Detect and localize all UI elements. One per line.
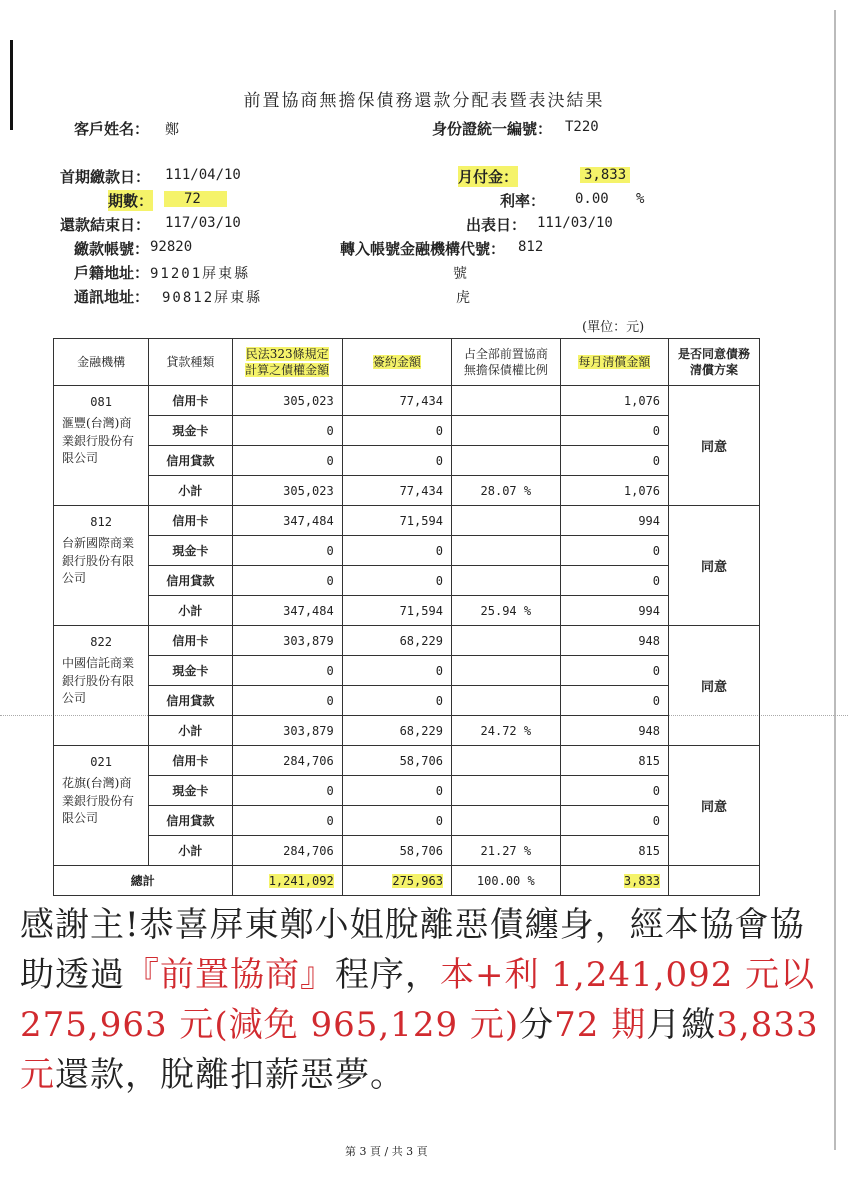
mail-address-value: 90812屏東縣	[162, 290, 263, 306]
periods-value: 72	[164, 191, 227, 207]
ratio	[451, 656, 560, 686]
monthly-amount: 0	[560, 566, 668, 596]
periods-label: 期數：	[108, 192, 154, 210]
ratio	[451, 536, 560, 566]
message-highlight-periods: 72 期	[554, 1005, 647, 1045]
ratio	[451, 686, 560, 716]
ratio	[451, 416, 560, 446]
col-header-claim: 民法323條規定計算之債權金額	[245, 346, 330, 377]
contract-amount: 58,706	[342, 746, 451, 776]
claim-amount: 0	[232, 416, 342, 446]
claim-amount: 0	[232, 776, 342, 806]
issue-date-label: 出表日：	[466, 216, 527, 234]
monthly-amount: 0	[560, 446, 668, 476]
ratio	[451, 566, 560, 596]
household-address-tail: 號	[453, 266, 467, 282]
table-row	[54, 656, 760, 686]
agree-status: 同意	[669, 626, 760, 746]
household-address-label: 戶籍地址：	[74, 264, 150, 282]
bank-code-label: 轉入帳號金融機構代號：	[340, 240, 506, 258]
total-label: 總計	[54, 866, 233, 896]
bank-code: 081	[90, 395, 112, 409]
bank-name: 花旗(台灣)商業銀行股份有限公司	[62, 776, 135, 826]
col-header-monthly: 每月清償金額	[578, 354, 651, 369]
claim-amount: 0	[232, 566, 342, 596]
bank-name: 中國信託商業銀行股份有限公司	[62, 656, 135, 706]
congrats-message	[20, 900, 828, 1100]
contract-amount: 0	[342, 446, 451, 476]
message-highlight-program: 『前置協商』	[125, 955, 335, 995]
table-body	[54, 386, 760, 896]
contract-amount: 0	[342, 656, 451, 686]
col-header-loan-type: 貸款種類	[149, 339, 232, 386]
rate-label: 利率：	[500, 192, 546, 210]
contract-amount: 0	[342, 686, 451, 716]
ratio	[451, 806, 560, 836]
rate-value: 0.00	[575, 191, 609, 207]
unit-note: (單位：元)	[582, 320, 645, 335]
contract-amount: 0	[342, 536, 451, 566]
total-ratio: 100.00 %	[476, 873, 535, 888]
loan-type: 信用卡	[149, 626, 232, 656]
bank-cell	[54, 746, 149, 866]
message-part-9: 還款，脫離扣薪惡夢。	[55, 1055, 405, 1095]
total-contract: 275,963	[392, 873, 443, 888]
mail-address-tail: 虎	[456, 290, 470, 306]
monthly-label: 月付金：	[458, 168, 519, 186]
contract-amount: 58,706	[342, 836, 451, 866]
monthly-amount: 948	[560, 626, 668, 656]
message-part-7: 月繳	[646, 1005, 717, 1045]
table-row	[54, 476, 760, 506]
contract-amount: 68,229	[342, 626, 451, 656]
loan-type: 信用卡	[149, 386, 232, 416]
bank-code: 822	[90, 635, 112, 649]
total-monthly: 3,833	[623, 873, 661, 888]
rate-unit: %	[636, 191, 645, 207]
claim-amount: 0	[232, 806, 342, 836]
monthly-amount: 0	[560, 776, 668, 806]
contract-amount: 0	[342, 776, 451, 806]
contract-amount: 0	[342, 806, 451, 836]
table-row	[54, 746, 760, 776]
table-row	[54, 686, 760, 716]
monthly-amount: 815	[560, 836, 668, 866]
scan-margin-mark	[10, 40, 13, 130]
table-row	[54, 386, 760, 416]
table-row	[54, 566, 760, 596]
loan-type: 信用卡	[149, 506, 232, 536]
repayment-table	[53, 338, 760, 896]
claim-amount: 305,023	[232, 476, 342, 506]
bank-cell	[54, 386, 149, 506]
household-address-value: 91201屏東縣	[150, 266, 251, 282]
table-row	[54, 506, 760, 536]
end-date-label: 還款結束日：	[60, 216, 151, 234]
loan-type: 小計	[149, 836, 232, 866]
table-row	[54, 596, 760, 626]
id-value: T220	[565, 119, 599, 135]
col-header-bank: 金融機構	[54, 339, 149, 386]
page-number: 第 3 頁 / 共 3 頁	[345, 1145, 428, 1158]
ratio	[451, 446, 560, 476]
bank-name: 滙豐(台灣)商業銀行股份有限公司	[62, 416, 135, 466]
loan-type: 信用貸款	[149, 446, 232, 476]
contract-amount: 68,229	[342, 716, 451, 746]
ratio: 28.07 %	[451, 476, 560, 506]
id-label: 身份證統一編號：	[432, 120, 553, 138]
claim-amount: 303,879	[232, 626, 342, 656]
bank-name: 台新國際商業銀行股份有限公司	[62, 536, 135, 586]
ratio: 21.27 %	[451, 836, 560, 866]
claim-amount: 347,484	[232, 596, 342, 626]
account-label: 繳款帳號：	[74, 240, 150, 258]
bank-cell	[54, 506, 149, 626]
table-header-row	[54, 339, 760, 386]
total-agree-empty	[669, 866, 760, 896]
bank-code: 021	[90, 755, 112, 769]
claim-amount: 0	[232, 446, 342, 476]
message-part-3: 程序，	[335, 955, 440, 995]
loan-type: 現金卡	[149, 656, 232, 686]
monthly-amount: 0	[560, 536, 668, 566]
bank-code: 812	[90, 515, 112, 529]
end-date-value: 117/03/10	[165, 215, 241, 231]
table-row	[54, 776, 760, 806]
contract-amount: 77,434	[342, 386, 451, 416]
agree-status: 同意	[669, 386, 760, 506]
loan-type: 信用貸款	[149, 806, 232, 836]
monthly-amount: 815	[560, 746, 668, 776]
monthly-amount: 0	[560, 656, 668, 686]
contract-amount: 71,594	[342, 506, 451, 536]
loan-type: 信用貸款	[149, 686, 232, 716]
contract-amount: 71,594	[342, 596, 451, 626]
customer-label: 客戶姓名：	[74, 120, 150, 138]
loan-type: 現金卡	[149, 776, 232, 806]
message-highlight-monthly: 3,833 元	[20, 1005, 819, 1095]
contract-amount: 0	[342, 566, 451, 596]
monthly-amount: 948	[560, 716, 668, 746]
account-value: 92820	[150, 239, 193, 255]
message-part-5: 分	[519, 1005, 555, 1045]
total-row	[54, 866, 760, 896]
contract-amount: 0	[342, 416, 451, 446]
col-header-contract: 簽約金額	[372, 354, 421, 369]
customer-value: 鄭	[165, 122, 179, 138]
table-row	[54, 536, 760, 566]
monthly-amount: 994	[560, 506, 668, 536]
ratio	[451, 776, 560, 806]
scan-edge-line	[834, 10, 836, 1150]
claim-amount: 0	[232, 536, 342, 566]
issue-date-value: 111/03/10	[537, 215, 613, 231]
total-claim: 1,241,092	[268, 873, 334, 888]
monthly-amount: 1,076	[560, 476, 668, 506]
monthly-value: 3,833	[580, 167, 630, 183]
agree-status: 同意	[669, 506, 760, 626]
table-row	[54, 446, 760, 476]
document-title: 前置協商無擔保債務還款分配表暨表決結果	[243, 91, 605, 111]
col-header-ratio: 占全部前置協商無擔保債權比例	[451, 339, 560, 386]
mail-address-label: 通訊地址：	[74, 288, 150, 306]
first-pay-label: 首期繳款日：	[60, 168, 151, 186]
monthly-amount: 0	[560, 416, 668, 446]
monthly-amount: 994	[560, 596, 668, 626]
claim-amount: 284,706	[232, 836, 342, 866]
loan-type: 信用貸款	[149, 566, 232, 596]
loan-type: 現金卡	[149, 536, 232, 566]
loan-type: 小計	[149, 476, 232, 506]
loan-type: 現金卡	[149, 416, 232, 446]
table-row	[54, 806, 760, 836]
ratio: 25.94 %	[451, 596, 560, 626]
claim-amount: 347,484	[232, 506, 342, 536]
table-row	[54, 626, 760, 656]
claim-amount: 0	[232, 686, 342, 716]
bank-code-value: 812	[518, 239, 544, 255]
loan-type: 小計	[149, 596, 232, 626]
ratio	[451, 626, 560, 656]
ratio	[451, 746, 560, 776]
monthly-amount: 1,076	[560, 386, 668, 416]
table-row	[54, 716, 760, 746]
first-pay-value: 111/04/10	[165, 167, 241, 183]
ratio	[451, 506, 560, 536]
claim-amount: 284,706	[232, 746, 342, 776]
table-row	[54, 416, 760, 446]
table-row	[54, 836, 760, 866]
agree-status: 同意	[669, 746, 760, 866]
loan-type: 小計	[149, 716, 232, 746]
message-part-1: 感謝主!恭喜屏東鄭小姐脫離惡債纏身，經本協會協助透過	[20, 905, 805, 995]
claim-amount: 305,023	[232, 386, 342, 416]
monthly-amount: 0	[560, 686, 668, 716]
ratio: 24.72 %	[451, 716, 560, 746]
col-header-agree: 是否同意債務清償方案	[669, 339, 760, 386]
claim-amount: 0	[232, 656, 342, 686]
ratio	[451, 386, 560, 416]
message-highlight-amounts: 本+利 1,241,092 元以 275,963 元(減免 965,129 元)	[20, 955, 816, 1045]
loan-type: 信用卡	[149, 746, 232, 776]
bank-cell	[54, 626, 149, 746]
claim-amount: 303,879	[232, 716, 342, 746]
monthly-amount: 0	[560, 806, 668, 836]
contract-amount: 77,434	[342, 476, 451, 506]
